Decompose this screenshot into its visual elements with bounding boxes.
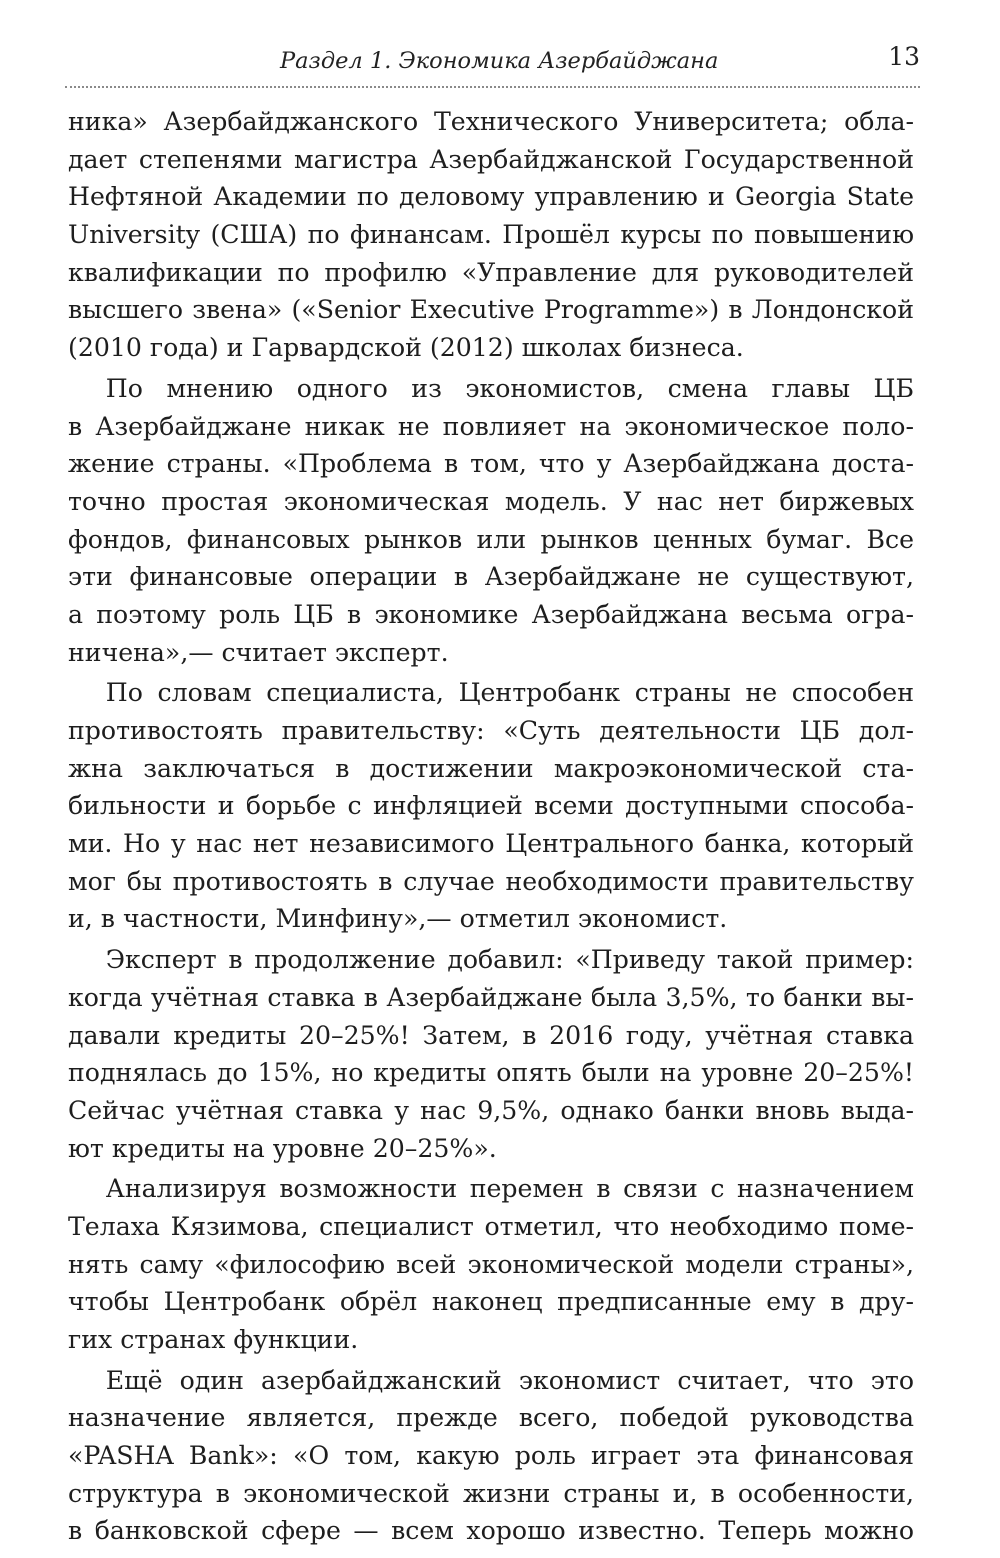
text-line: Анализируя возможности перемен в связи с назначением — [68, 1174, 914, 1204]
text-line: структура в экономической жизни страны и, в особенности, — [68, 1478, 914, 1508]
text-line: в банковской сфере — всем хорошо известно. Теперь можно — [68, 1516, 914, 1546]
text-line: «PASHA Bank»: «О том, какую роль играет эта финансовая — [68, 1441, 914, 1471]
text-line: (2010 года) и Гарвардской (2012) школах бизнеса. — [68, 333, 744, 363]
text-line: дает степенями магистра Азербайджанской Государственной — [68, 144, 914, 174]
text-line: чтобы Центробанк обрёл наконец предписанные ему в дру- — [68, 1287, 914, 1317]
paragraph — [68, 370, 914, 672]
text-line: и, в частности, Минфину»,— отметил экономист. — [68, 904, 728, 934]
paragraph — [68, 103, 914, 367]
text-line: Эксперт в продолжение добавил: «Приведу такой пример: — [68, 945, 914, 975]
text-line: жна заключаться в достижении макроэкономической ста- — [68, 753, 914, 783]
paragraph — [68, 1362, 914, 1550]
paragraph — [68, 674, 914, 938]
text-line: а поэтому роль ЦБ в экономике Азербайджана весьма огра- — [68, 599, 914, 629]
paragraph — [68, 941, 914, 1167]
text-line: ника» Азербайджанского Технического Университета; обла- — [68, 107, 914, 136]
text-line: нять саму «философию всей экономической модели страны», — [68, 1249, 914, 1279]
text-line: эти финансовые операции в Азербайджане не существуют, — [68, 562, 914, 592]
text-line: мог бы противостоять в случае необходимости правительству — [68, 866, 914, 896]
text-line: точно простая экономическая модель. У нас нет биржевых — [68, 486, 914, 516]
header-divider — [65, 86, 920, 88]
text-line: поднялась до 15%, но кредиты опять были на уровне 20–25%! — [68, 1058, 914, 1088]
paragraph — [68, 1170, 914, 1358]
text-line: Телаха Кязимова, специалист отметил, что необходимо поме- — [68, 1211, 914, 1241]
text-line: Нефтяной Академии по деловому управлению и Georgia State — [68, 182, 914, 212]
text-line: По словам специалиста, Центробанк страны не способен — [68, 678, 914, 708]
text-line: ми. Но у нас нет независимого Центрального банка, который — [68, 829, 914, 859]
text-line: По мнению одного из экономистов, смена главы ЦБ — [68, 373, 914, 403]
text-line: ют кредиты на уровне 20–25%». — [68, 1133, 497, 1163]
text-line: гих странах функции. — [68, 1325, 359, 1354]
page-number: 13 — [888, 42, 920, 71]
text-line: в Азербайджане никак не повлияет на экономическое поло- — [68, 411, 914, 441]
text-line: высшего звена» («Senior Executive Programme») в Лондонской — [68, 295, 914, 325]
page-header — [65, 42, 920, 84]
text-line: фондов, финансовых рынков или рынков ценных бумаг. Все — [68, 524, 914, 554]
text-line: Ещё один азербайджанский экономист считает, что это — [68, 1365, 914, 1395]
text-line: давали кредиты 20–25%! Затем, в 2016 году, учётная ставка — [68, 1020, 914, 1050]
text-line: противостоять правительству: «Суть деятельности ЦБ дол- — [68, 716, 914, 745]
text-line: когда учётная ставка в Азербайджане была 3,5%, то банки вы- — [68, 982, 914, 1012]
text-line: ничена»,— считает эксперт. — [68, 637, 449, 667]
text-line: University (США) по финансам. Прошёл курсы по повышению — [68, 220, 914, 250]
text-line: квалификации по профилю «Управление для руководителей — [68, 257, 914, 287]
text-line: назначение является, прежде всего, победой руководства — [68, 1403, 914, 1433]
text-line: Сейчас учётная ставка у нас 9,5%, однако банки вновь выда- — [68, 1095, 914, 1125]
text-line: жение страны. «Проблема в том, что у Азербайджана доста- — [68, 449, 914, 479]
body-text — [68, 103, 914, 1550]
text-line: бильности и борьбе с инфляцией всеми доступными способа- — [68, 791, 914, 821]
running-title: Раздел 1. Экономика Азербайджана — [280, 48, 719, 74]
